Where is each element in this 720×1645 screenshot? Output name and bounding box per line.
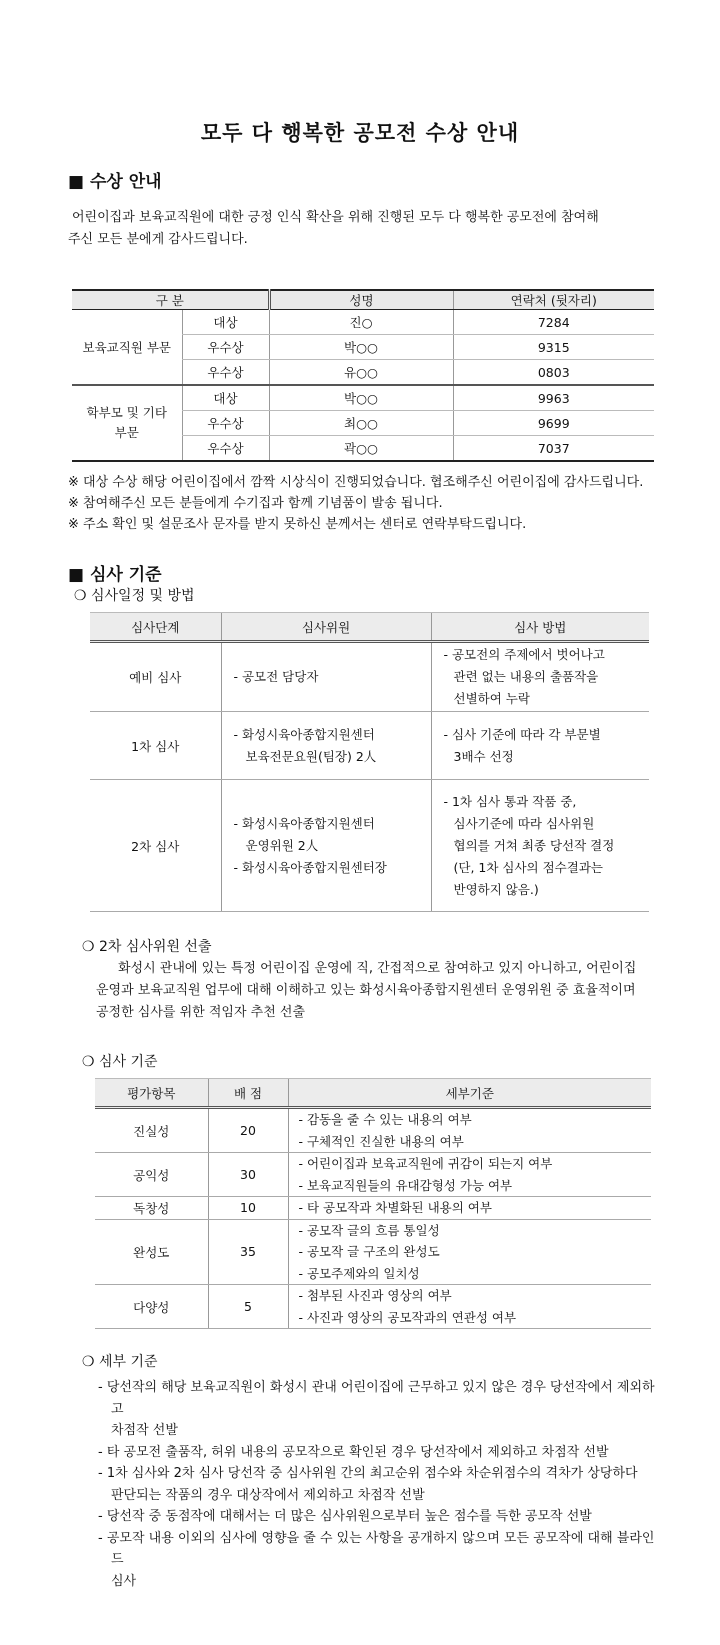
note-line: ※ 참여해주신 모든 분들에게 수기집과 함께 기념품이 발송 됩니다. <box>68 496 443 511</box>
table-row <box>95 1108 651 1153</box>
method-line: 심사기준에 따라 심사위원 <box>453 815 595 831</box>
name-cell: 최○○ <box>269 411 453 436</box>
header-name: 성명 <box>269 290 453 310</box>
header-category: 구 분 <box>72 290 269 310</box>
judges-cell <box>221 712 431 780</box>
header-item: 평가항목 <box>95 1079 208 1108</box>
header-judges: 심사위원 <box>221 613 431 642</box>
judges-line: - 화성시육아종합지원센터장 <box>233 859 387 875</box>
group-label: 보육교직원 부문 <box>72 310 182 386</box>
score-cell: 10 <box>208 1197 288 1220</box>
details-line: - 첨부된 사진과 영상의 여부 <box>298 1288 452 1303</box>
header-details: 세부기준 <box>288 1079 651 1108</box>
item-cell: 공익성 <box>95 1153 208 1197</box>
list-item <box>98 1463 658 1506</box>
method-line: (단, 1차 심사의 점수결과는 <box>453 859 603 875</box>
details-cell <box>288 1219 651 1285</box>
item-cell: 독창성 <box>95 1197 208 1220</box>
contact-cell: 9699 <box>453 411 654 436</box>
award-cell: 대상 <box>182 310 269 335</box>
judges-line: - 화성시육아종합지원센터 <box>233 815 375 831</box>
table-row <box>90 642 649 712</box>
contact-cell: 9963 <box>453 385 654 411</box>
header-method: 심사 방법 <box>431 613 649 642</box>
detail-line: 판단되는 작품의 경우 대상작에서 제외하고 차점작 선발 <box>111 1487 425 1503</box>
detail-line: - 타 공모전 출품작, 허위 내용의 공모작으로 확인된 경우 당선작에서 제외하고 차점작 선발 <box>98 1444 609 1460</box>
judges-line: - 공모전 담당자 <box>233 669 319 684</box>
group-label-line: 부문 <box>114 425 139 440</box>
score-cell: 5 <box>208 1285 288 1329</box>
details-cell <box>288 1197 651 1220</box>
table-row <box>95 1285 651 1329</box>
method-line: - 심사 기준에 따라 각 부문별 <box>443 726 601 742</box>
list-item <box>98 1442 658 1464</box>
selection-line: 운영과 보육교직원 업무에 대해 이해하고 있는 화성시육아종합지원센터 운영위원 중 효율적이며 <box>96 983 636 998</box>
details-cell <box>288 1285 651 1329</box>
table-row <box>72 310 654 335</box>
award-intro-line: 주신 모든 분에게 감사드립니다. <box>68 232 248 247</box>
method-line: 선별하여 누락 <box>453 691 530 706</box>
details-line: - 보육교직원들의 유대감형성 가능 여부 <box>298 1177 513 1193</box>
selection-line: 화성시 관내에 있는 특정 어린이집 운영에 직, 간접적으로 참여하고 있지 아니하고, 어린이집 <box>118 961 637 976</box>
details-line: - 사진과 영상의 공모작과의 연관성 여부 <box>298 1309 517 1325</box>
detail-line: - 당선작 중 동점작에 대해서는 더 많은 심사위원으로부터 높은 점수를 득한 공모작 선발 <box>98 1509 592 1524</box>
header-stage: 심사단계 <box>90 613 221 642</box>
details-line: - 타 공모작과 차별화된 내용의 여부 <box>298 1200 492 1215</box>
item-cell: 완성도 <box>95 1219 208 1285</box>
selection-heading: ❍ 2차 심사위원 선출 <box>82 939 212 955</box>
method-line: 관련 없는 내용의 출품작을 <box>453 669 599 684</box>
method-cell <box>431 780 649 912</box>
award-cell: 대상 <box>182 385 269 411</box>
detail-list <box>98 1377 658 1592</box>
name-cell: 진○ <box>269 310 453 335</box>
table-row <box>95 1197 651 1220</box>
page-title: 모두 다 행복한 공모전 수상 안내 <box>200 121 520 145</box>
details-cell <box>288 1153 651 1197</box>
detail-line: - 당선작의 해당 보육교직원이 화성시 관내 어린이집에 근무하고 있지 않은 경우 당선작에서 제외하고 <box>98 1380 655 1417</box>
method-line: - 공모전의 주제에서 벗어나고 <box>443 647 605 662</box>
contact-cell: 0803 <box>453 360 654 386</box>
table-row <box>90 712 649 780</box>
schedule-table <box>90 612 649 912</box>
judges-cell <box>221 780 431 912</box>
contact-cell: 7284 <box>453 310 654 335</box>
name-cell: 박○○ <box>269 335 453 360</box>
method-cell <box>431 712 649 780</box>
award-cell: 우수상 <box>182 360 269 386</box>
selection-text <box>96 958 661 1024</box>
details-line: - 어린이집과 보육교직원에 귀감이 되는지 여부 <box>298 1156 553 1171</box>
group-label-line: 학부모 및 기타 <box>86 405 167 420</box>
table-row <box>95 1153 651 1197</box>
group-label <box>72 385 182 461</box>
judges-cell <box>221 642 431 712</box>
detail-heading: ❍ 세부 기준 <box>82 1354 158 1370</box>
stage-cell: 2차 심사 <box>90 780 221 912</box>
judges-line: 보육전문요원(팀장) 2人 <box>245 748 377 764</box>
details-cell <box>288 1108 651 1153</box>
award-cell: 우수상 <box>182 335 269 360</box>
award-notes <box>68 472 643 535</box>
details-line: - 공모작 글 구조의 완성도 <box>298 1244 440 1259</box>
review-heading: ■ 심사 기준 <box>68 565 162 585</box>
item-cell: 다양성 <box>95 1285 208 1329</box>
score-cell: 35 <box>208 1219 288 1285</box>
name-cell: 곽○○ <box>269 436 453 462</box>
method-cell <box>431 642 649 712</box>
note-line: ※ 주소 확인 및 설문조사 문자를 받지 못하신 분께서는 센터로 연락부탁드립니다. <box>68 517 527 532</box>
header-score: 배 점 <box>208 1079 288 1108</box>
detail-line: - 1차 심사와 2차 심사 당선작 중 심사위원 간의 최고순위 점수와 차순위점수의 격차가 상당하다 <box>98 1466 638 1481</box>
item-cell: 진실성 <box>95 1108 208 1153</box>
award-heading: ■ 수상 안내 <box>68 172 162 192</box>
award-intro <box>68 207 668 251</box>
list-item <box>98 1377 658 1442</box>
header-contact: 연락처 (뒷자리) <box>453 290 654 310</box>
criteria-heading: ❍ 심사 기준 <box>82 1054 158 1070</box>
table-row <box>72 385 654 411</box>
method-line: - 1차 심사 통과 작품 중, <box>443 793 577 809</box>
details-line: - 감동을 줄 수 있는 내용의 여부 <box>298 1112 472 1127</box>
criteria-table <box>95 1078 651 1329</box>
judges-line: - 화성시육아종합지원센터 <box>233 726 375 742</box>
stage-cell: 1차 심사 <box>90 712 221 780</box>
table-row <box>95 1219 651 1285</box>
details-line: - 공모주제와의 일치성 <box>298 1265 420 1281</box>
contact-cell: 7037 <box>453 436 654 462</box>
judges-line: 운영위원 2人 <box>245 837 319 853</box>
details-line: - 구체적인 진실한 내용의 여부 <box>298 1133 464 1149</box>
method-line: 반영하지 않음.) <box>453 881 539 897</box>
list-item <box>98 1506 658 1528</box>
score-cell: 30 <box>208 1153 288 1197</box>
award-intro-line: 어린이집과 보육교직원에 대한 긍정 인식 확산을 위해 진행된 모두 다 행복한 공모전에 참여해 <box>72 210 599 225</box>
score-cell: 20 <box>208 1108 288 1153</box>
selection-line: 공정한 심사를 위한 적임자 추천 선출 <box>96 1005 306 1020</box>
award-table <box>72 289 654 462</box>
details-line: - 공모작 글의 흐름 통일성 <box>298 1222 440 1238</box>
detail-line: 차점작 선발 <box>111 1423 178 1438</box>
contact-cell: 9315 <box>453 335 654 360</box>
list-item <box>98 1528 658 1593</box>
name-cell: 박○○ <box>269 385 453 411</box>
stage-cell: 예비 심사 <box>90 642 221 712</box>
award-cell: 우수상 <box>182 436 269 462</box>
detail-line: - 공모작 내용 이외의 심사에 영향을 줄 수 있는 사항을 공개하지 않으며 모든 공모작에 대해 블라인드 <box>98 1530 655 1567</box>
table-row <box>90 780 649 912</box>
schedule-heading: ❍ 심사일정 및 방법 <box>74 588 195 604</box>
name-cell: 유○○ <box>269 360 453 386</box>
note-line: ※ 대상 수상 해당 어린이집에서 깜짝 시상식이 진행되었습니다. 협조해주신 어린이집에 감사드립니다. <box>68 475 644 490</box>
award-cell: 우수상 <box>182 411 269 436</box>
method-line: 협의를 거쳐 최종 당선작 결정 <box>453 837 615 853</box>
method-line: 3배수 선정 <box>453 748 514 764</box>
detail-line: 심사 <box>111 1573 137 1589</box>
